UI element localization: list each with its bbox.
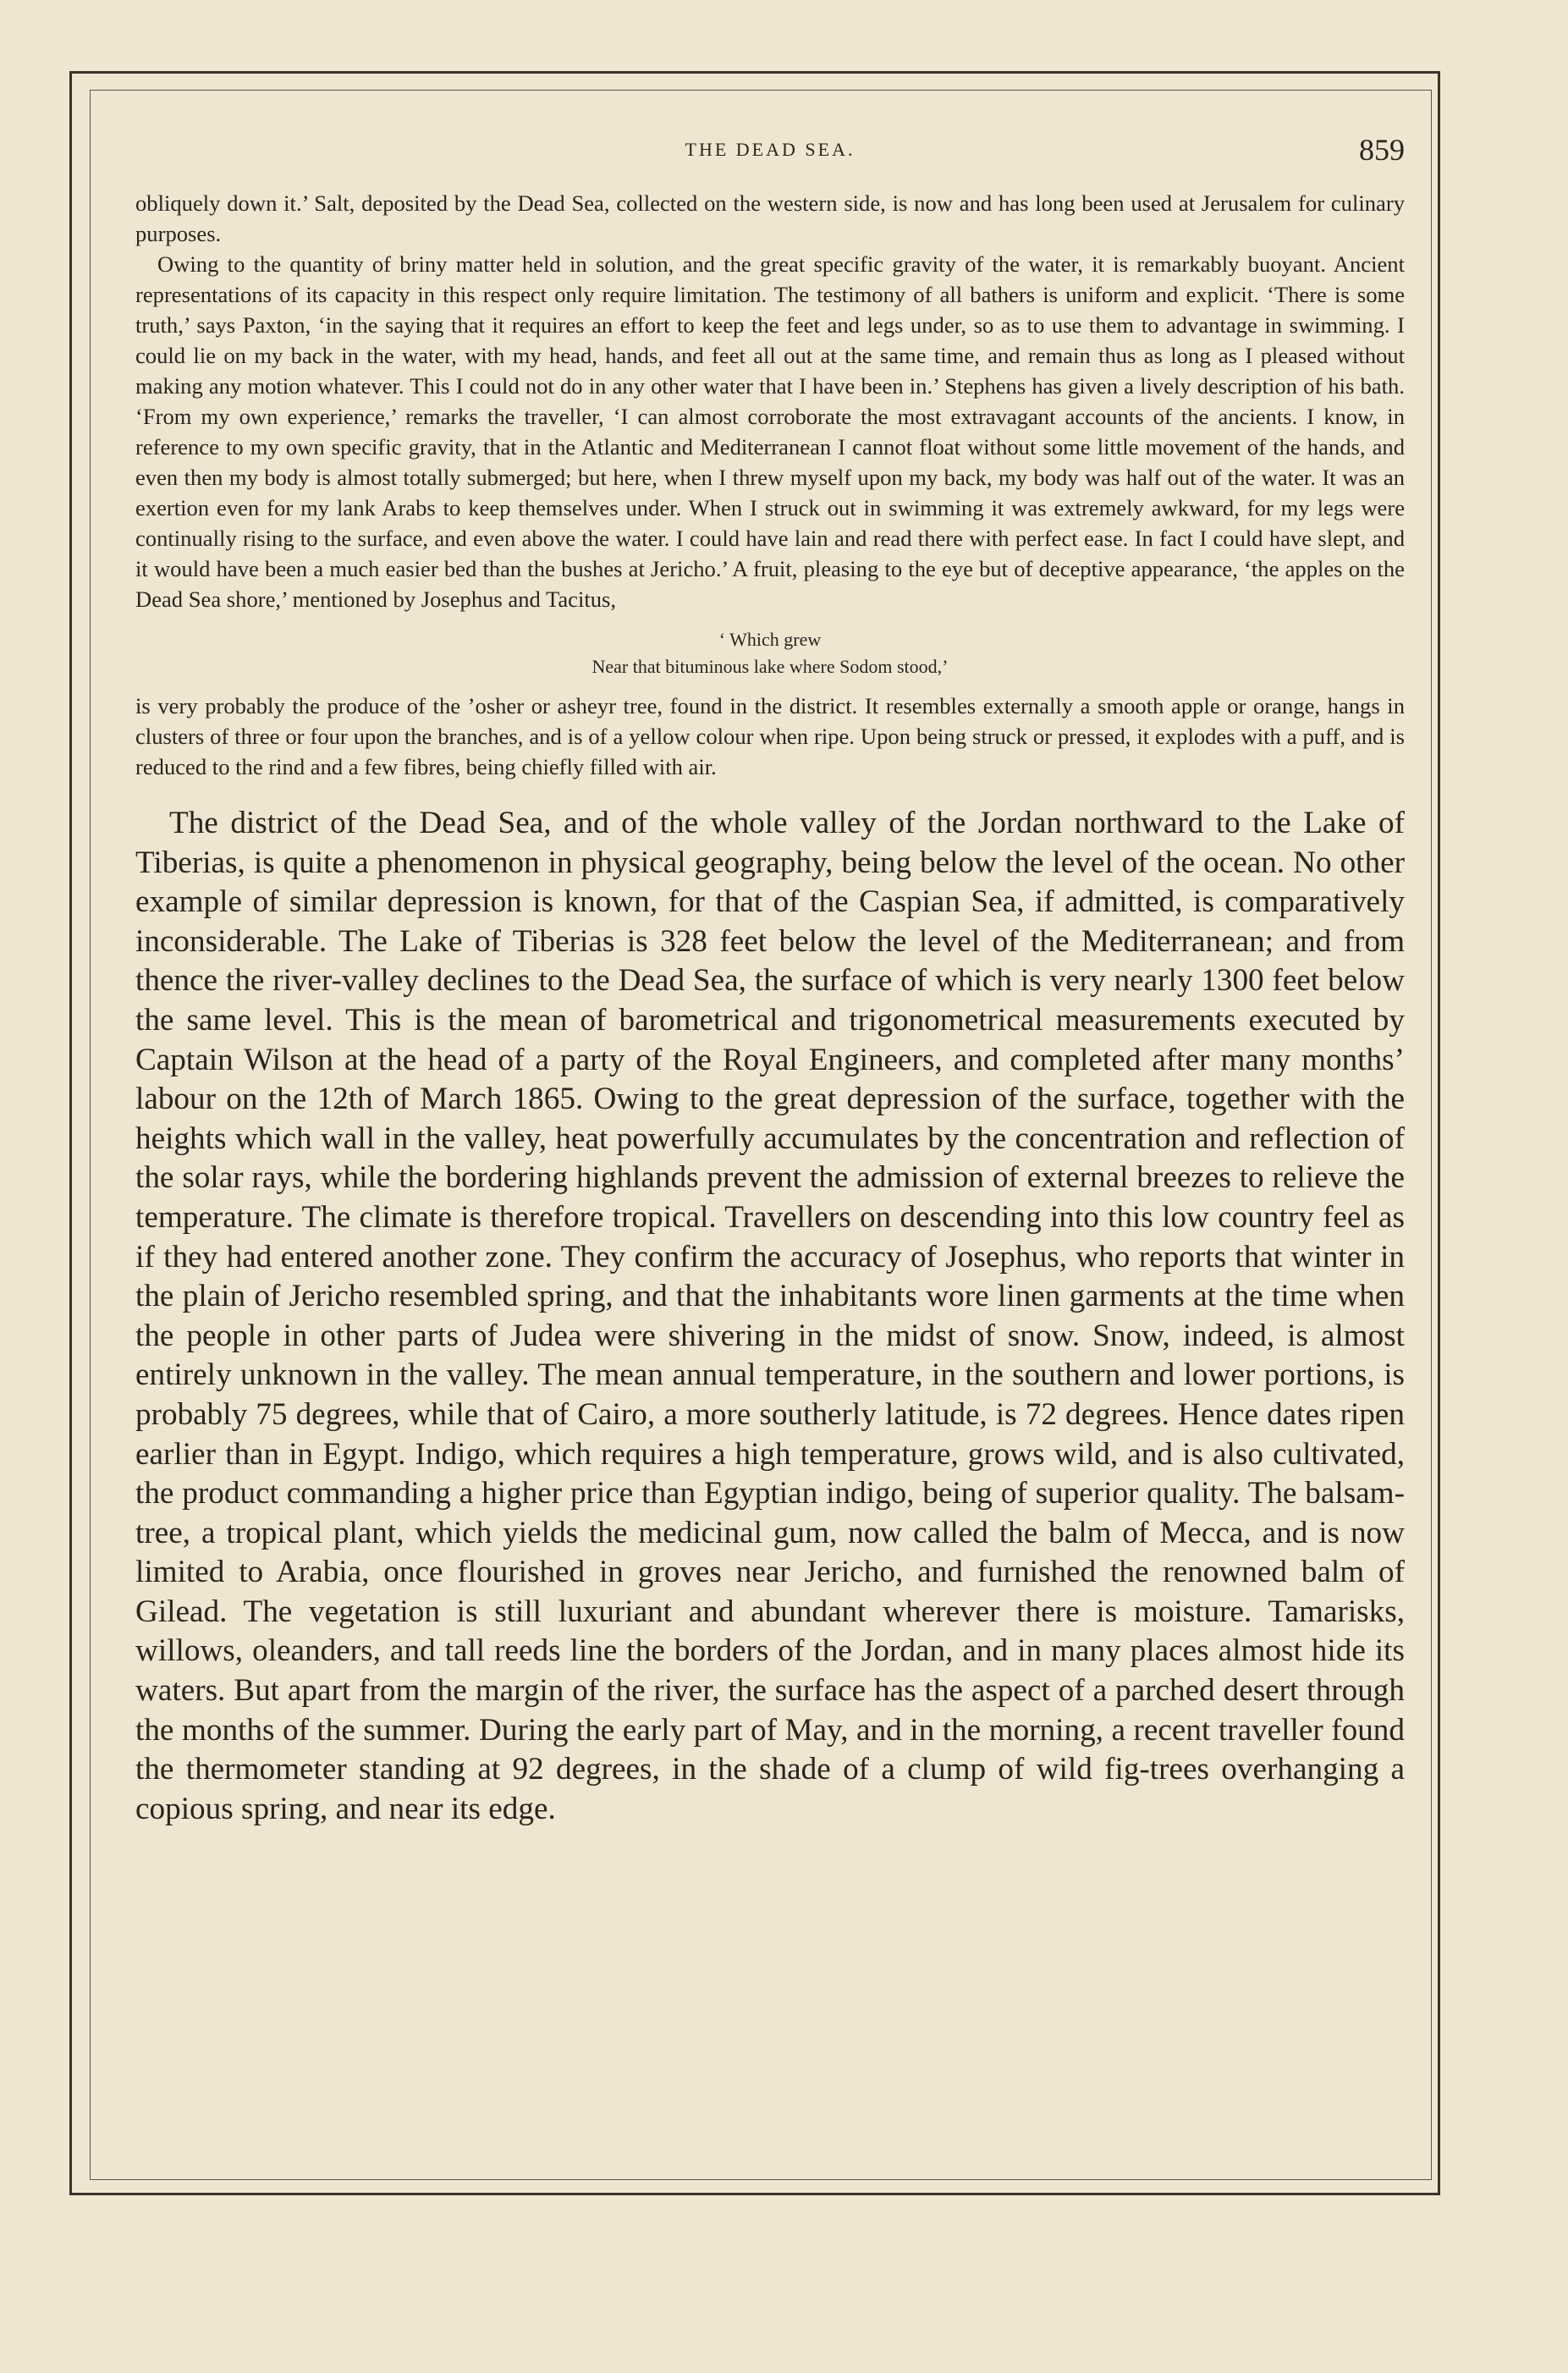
paragraph-salt: obliquely down it.’ Salt, deposited by the Dead Sea, collected on the western side, is now and has long been used at Jerusalem for culinary purposes.	[135, 190, 1405, 246]
verse-line-1: ‘ Which grew	[718, 629, 822, 650]
paragraph-district: The district of the Dead Sea, and of the whole valley of the Jordan northward to the Lake of Tiberias, is quite a phenomenon in physical geography, being below the level of the ocean. No other example of similar depression is known, for that of the Caspian Sea, if admitted, is comparatively inconsiderable. The Lake of Tiberias is 328 feet below the level of the Mediterranean; and from thence the river-valley declines to the Dead Sea, the surface of which is very nearly 1300 feet below the same level. This is the mean of barometrical and trigonometrical measurements executed by Captain Wilson at the head of a party of the Royal Engineers, and completed after many months’ labour on the 12th of March 1865. Owing to the great depression of the surface, together with the heights which wall in the valley, heat powerfully accumulates by the concentration and reflection of the solar rays, while the bordering highlands prevent the admission of external breezes to relieve the temperature. The climate is therefore tropical. Travellers on descending into this low country feel as if they had entered another zone. They confirm the accuracy of Josephus, who reports that winter in the plain of Jericho resembled spring, and that the inhabitants wore linen garments at the time when the people in other parts of Judea were shivering in the midst of snow. Snow, indeed, is almost entirely unknown in the valley. The mean annual temperature, in the southern and lower portions, is probably 75 degrees, while that of Cairo, a more southerly latitude, is 72 degrees. Hence dates ripen earlier than in Egypt. Indigo, which requires a high temperature, grows wild, and is also cultivated, the product commanding a higher price than Egyptian indigo, being of superior quality. The balsam-tree, a tropical plant, which yields the medicinal gum, now called the balm of Mecca, and is now limited to Arabia, once flourished in groves near Jericho, and furnished the renowned balm of Gilead. The vegetation is still luxuriant and abundant wherever there is moisture. Tamarisks, willows, oleanders, and tall reeds line the borders of the Jordan, and in many places almost hide its waters. But apart from the margin of the river, the surface has the aspect of a parched desert through the months of the summer. During the early part of May, and in the morning, a recent traveller found the thermometer standing at 92 degrees, in the shade of a clump of wild fig-trees overhanging a copious spring, and near its edge.	[135, 806, 1405, 1826]
running-title: THE DEAD SEA.	[685, 139, 856, 160]
paragraph-buoyancy: Owing to the quantity of briny matter held in solution, and the great specific gravity of the water, it is remarkably buoyant. Ancient representations of its capacity in this respect only require limitation. The testimony of all bathers is uniform and explicit. ‘There is some truth,’ says Paxton, ‘in the saying that it requires an effort to keep the feet and legs under, so as to use them to advantage in swimming. I could lie on my back in the water, with my head, hands, and feet all out at the same time, and remain thus as long as I pleased without making any motion whatever. This I could not do in any other water that I have been in.’ Stephens has given a lively description of his bath. ‘From my own experience,’ remarks the traveller, ‘I can almost corroborate the most extravagant accounts of the ancients. I know, in reference to my own specific gravity, that in the Atlantic and Mediterranean I cannot float without some little movement of the hands, and even then my body is almost totally submerged; but here, when I threw myself upon my back, my body was half out of the water. It was an exertion even for my lank Arabs to keep themselves under. When I struck out in swimming it was extremely awkward, for my legs were continually rising to the surface, and even above the water. I could have lain and read there with perfect ease. In fact I could have slept, and it would have been a much easier bed than the bushes at Jericho.’ A fruit, pleasing to the eye but of deceptive appearance, ‘the apples on the Dead Sea shore,’ mentioned by Josephus and Tacitus,	[135, 251, 1405, 612]
verse-line-2: Near that bituminous lake where Sodom stood,’	[591, 656, 949, 677]
verse-quotation	[135, 626, 1405, 680]
page-number: 859	[1359, 133, 1405, 167]
paragraph-osher-tree: is very probably the produce of the ’osher or asheyr tree, found in the district. It resembles externally a smooth apple or orange, hangs in clusters of three or four upon the branches, and is of a yellow colour when ripe. Upon being struck or pressed, it explodes with a puff, and is reduced to the rind and a few fibres, being chiefly filled with air.	[135, 693, 1405, 779]
page-header	[135, 127, 1405, 178]
page-body	[135, 188, 1405, 1829]
